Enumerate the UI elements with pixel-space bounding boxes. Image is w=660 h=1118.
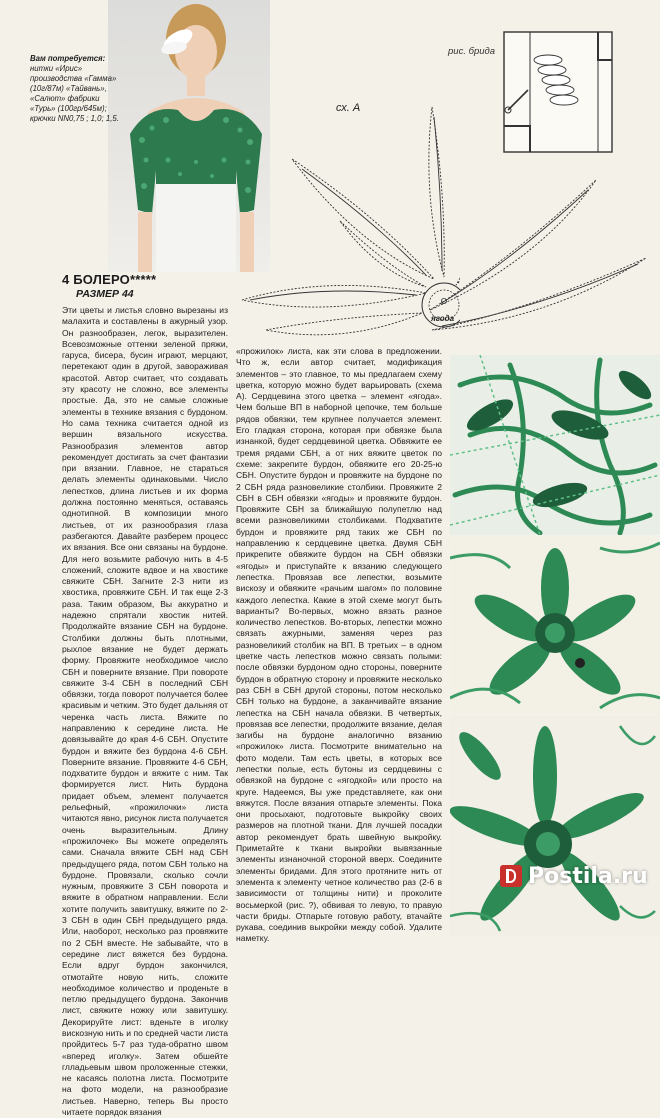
lace-photo-2: [450, 538, 660, 713]
materials-block: [30, 54, 120, 124]
materials-text: нитки «Ирис» производства «Гамма» (10г/87м) «Тайвань», «Салют» фабрики «Турь» (100гр/645м); крючки NN0,75 ; 1,0; 1,5.: [30, 64, 119, 123]
postila-watermark: [500, 858, 660, 894]
text-column-2: «прожилок» листа, как эти слова в предложении. Что ж, если автор считает, модификация элементов – это главное, то мы предлагаем схему цветка, которую можно будет варьировать (схема А). Сердцевина этого цветка – элемент «ягода». Чем больше ВП в наборной цепочке, тем больше рядов обвязки, тем крупнее получается элемент. Его гладкая сторона, которая при обвязке была изнанкой, будет сердцевиной цветка. Обвяжите ее тремя рядами СБН, а от них вяжите цветок по схеме: закрепите бурдон, обвяжите его 20-25-ю СБН. Опустите бурдон и провяжите на бурдоне по 2 СБН ряда разновеликие столбики. Провяжите 2 СБН в СБН обвязки «ягоды» и провяжите бурдон. Провяжите СБН за ближайшую полупетлю над всеми разновеликими столбиками. Подхватите бурдон и провяжите ряд таких же СБН по направлению к сердцевине цветка. Двумя СБН прикрепите обвяжите бурдон на СБН обвязки «ягоды» и приступайте к вязанию следующего лепестка. Провязав все лепестки, возьмите вискозу и обвяжите «рачьим шагом» по половине каждого лепестка. Какие в этой схеме могут быть варианты? Во-первых, можно вязать разное количество лепестков. Во-вторых, лепестки можно связать ажурными, заменяя через раз разновеликий столбик на ВП. В третьих – в одном цветке часть лепестков можно связать полыми: после обвязки бурдоном одно стороны, поверните бурдон в обратную сторону и провяжите несколько раз СБН в СБН другой стороны, потом несколько СБН только на бурдоне, а заканчивайте вязание лепестка на СБН начала обвязки. В четвертых, провязав все лепестки, продолжите вязание, делая загибы на бурдоне аналогично вязанию «прожилок» листа. Посмотрите внимательно на фото модели. Там есть цветы, в которых все лепестки полые, есть бутоны из сердцевины с обвязкой на бурдоне с «ягодкой» или просто на круге. Надеемся, Вы уже представляете, как они вяжутся. После вязания отпарьте элементы. Пока они просыхают, подготовьте выкройку своих размеров на плотной ткани. Для лучшей посадки автор рекомендует брать швейную выкройку. Приметайте к ткани выкройки вывязанные элементы изнаночной стороной вверх. Соедините элементы бридами. Для этого протяните нить от элемента к элементу четное количество раз (2-6 в зависимости от толщины нити) и проколите восьмеркой (рис. ?), обвивая то левую, то правую части бриды. Отпарьте готовую работу, втачайте рукава, соединив выкройки между собой. Удалите наметку.: [236, 346, 442, 944]
brida-label: рис. брида: [448, 46, 496, 57]
materials-heading: Вам потребуется:: [30, 54, 106, 63]
watermark-text: Postila.ru: [528, 863, 648, 889]
title-block: [62, 272, 182, 300]
lace-photo-3: [450, 716, 660, 936]
page-title: 4 БОЛЕРО*****: [62, 272, 157, 287]
brida-diagram: [498, 30, 638, 161]
scheme-right-petals: [420, 140, 660, 345]
text-column-1: Эти цветы и листья словно вырезаны из малахита и составлены в ажурный узор. Он разнообразен, легок, выразителен. Всевозможные оттенки зеленой пряжи, гаруса, бисера, бусин играют, мерцают, перетекают один в другой, завораживая красотой. Автор считает, что создавать эту красоту не сложно, все элементы простые. Да, это не самые сложные элементы в технике вязания с бурдоном. Но сама техника считается одной из вершин вязального искусства. Разнообразия элементов автор рекомендует достигать за счет фантазии при вязании. Главное, не стараться делать элементы одинаковыми. Число лепестков, длина листьев и их форма должна постоянно меняться, оставаясь однотипной. В композиции много листьев, от их разнообразия глаза разбегаются. Давайте разберем процесс их вязания. Все они связаны на бурдоне. Для него возьмите рабочую нить в 4-5 сложений, сложите вдвое и на хвостике свяжите СБН. Загните 2-3 нити из хвостика, провяжите СБН. И так еще 2-3 раза. Таким образом, Вы аккуратно и надежно спрятали хвостик нитей. Продолжайте вязание СБН на бурдоне. Столбики должны быть плотными, рыхлое вязание не будет держать форму. Провяжите необходимое число СБН и поверните вязание. При повороте свяжите 3-4 СБН в последний СБН обвязки, тогда поворот получается более красивым и четким. Это будет дальняя от черенка часть листа. Вяжите по направлению к середине листа. Не довязывайте до края 4-6 СБН. Опустите бурдон и вяжите без бурдона 4-6 СБН. Поверните вязание. Провяжите 4-6 СБН, подхватите бурдон и вяжите с ним. Так формируется лист. Нить бурдона придает объем, элемент получается рельефный, «прожилочки» листа читаются явно, рисунок листа получается очень выразительным. Длину «прожилочек» Вы можете определять сами. Сначала вяжите СБН над СБН предыдущего ряда, потом СБН только на бурдоне. Провязали, сколько сочли нужным, провяжите 3 СБН поворота и вяжите в обратном направлении. Если хотите получить завитушку, вяжите по 2-3 СБН в один СБН предыдущего ряда. Или, наоборот, несколько раз провяжите по 2 СБН вместе. Не забывайте, что в середине лист вяжется без бурдона. Если вдруг бурдон закончился, отмотайте новую нить, сложите необходимое количество и проденьте в петлю предыдущего бурдона. Закончив лист, свяжите ножку или завитушку. Декорируйте лист: вденьте в иголку вискозную нить и по средней части листа пройдитесь 5-7 раз туда-обратно швом «вперед иголку». Затем обшейте глладьевым швом проложенные стежки, не касаясь полотна листа. Посмотрите на фото модели, на разнообразие листьев. Наверно, теперь Вы просто читаете порядок вязания: [62, 305, 229, 1118]
postila-logo-icon: [500, 865, 522, 887]
lace-photo-1: [450, 355, 660, 535]
size-label: РАЗМЕР 44: [76, 288, 134, 300]
center-label: ягода: [431, 314, 455, 323]
scheme-label: сх. А: [336, 102, 361, 114]
